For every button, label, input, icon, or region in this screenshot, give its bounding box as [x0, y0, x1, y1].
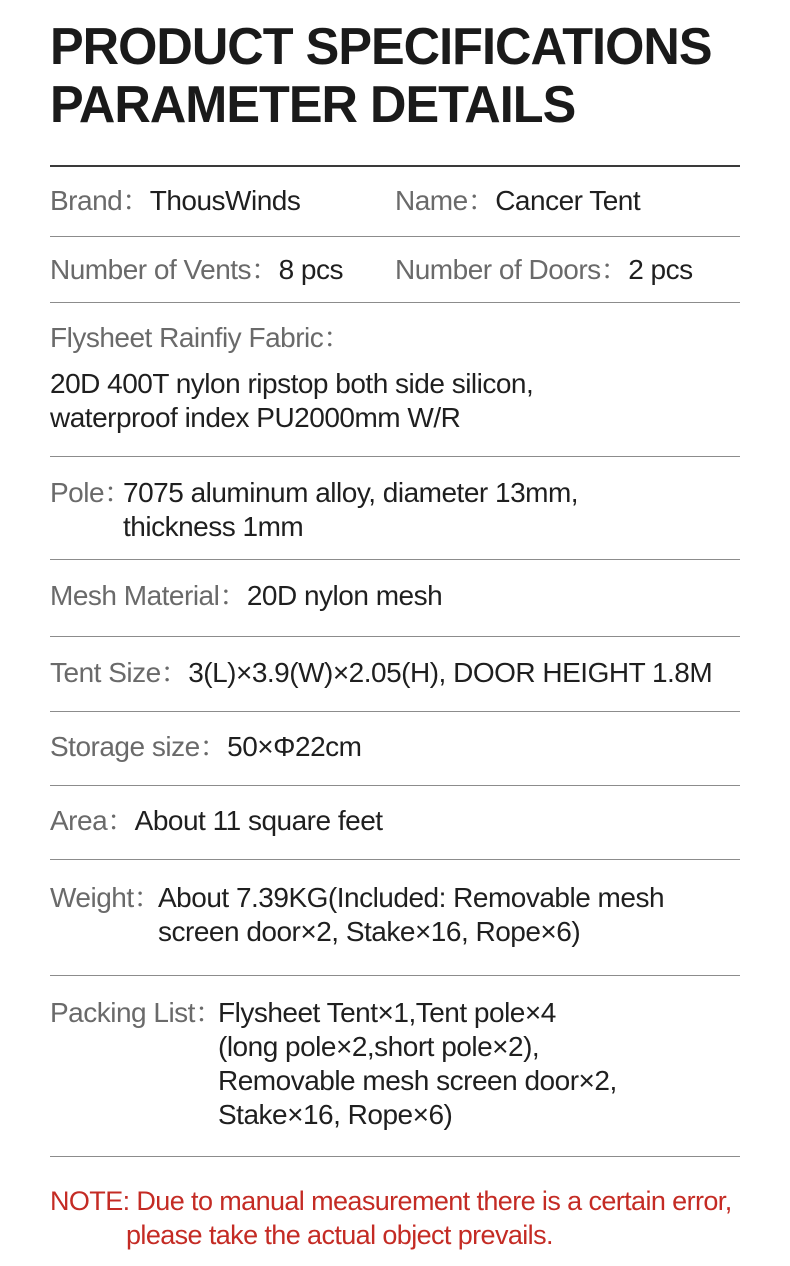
pole-label: Pole： — [50, 477, 132, 508]
spec-flysheet-label — [50, 321, 351, 355]
divider — [50, 559, 740, 560]
page-title — [50, 18, 712, 134]
spec-area — [50, 804, 383, 838]
storage-value: 50×Φ22cm — [227, 731, 362, 762]
vents-label: Number of Vents： — [50, 254, 279, 285]
measurement-note — [50, 1184, 732, 1252]
divider — [50, 636, 740, 637]
divider — [50, 302, 740, 303]
divider — [50, 236, 740, 237]
spec-vents — [50, 253, 343, 287]
spec-pole — [50, 476, 132, 510]
spec-brand — [50, 184, 300, 218]
spec-packing-value — [218, 996, 617, 1132]
divider — [50, 859, 740, 860]
flysheet-value-line2: waterproof index PU2000mm W/R — [50, 402, 461, 433]
mesh-label: Mesh Material： — [50, 580, 247, 611]
spec-flysheet-value — [50, 367, 533, 435]
spec-doors — [395, 253, 693, 287]
note-line1: NOTE: Due to manual measurement there is a certain error, — [50, 1186, 732, 1216]
packing-value-line3: Removable mesh screen door×2, — [218, 1065, 617, 1096]
area-label: Area： — [50, 805, 135, 836]
packing-value-line2: (long pole×2,short pole×2), — [218, 1031, 540, 1062]
weight-value-line2: screen door×2, Stake×16, Rope×6) — [158, 916, 581, 947]
spec-tent-size — [50, 656, 712, 690]
page-title-line1: PRODUCT SPECIFICATIONS — [50, 18, 712, 76]
divider — [50, 456, 740, 457]
packing-value-line4: Stake×16, Rope×6) — [218, 1099, 453, 1130]
area-value: About 11 square feet — [134, 805, 383, 836]
flysheet-value-line1: 20D 400T nylon ripstop both side silicon, — [50, 368, 534, 399]
brand-label: Brand： — [50, 185, 150, 216]
divider — [50, 975, 740, 976]
divider — [50, 785, 740, 786]
packing-value-line1: Flysheet Tent×1,Tent pole×4 — [218, 997, 556, 1028]
pole-value-line2: thickness 1mm — [123, 511, 304, 542]
brand-value: ThousWinds — [149, 185, 301, 216]
spec-pole-value — [123, 476, 578, 544]
divider — [50, 1156, 740, 1157]
spec-mesh — [50, 579, 442, 613]
doors-label: Number of Doors： — [395, 254, 629, 285]
name-value: Cancer Tent — [495, 185, 641, 216]
packing-label: Packing List： — [50, 997, 223, 1028]
note-line2: please take the actual object prevails. — [126, 1220, 553, 1250]
spec-name — [395, 184, 640, 218]
spec-weight-value — [158, 881, 664, 949]
spec-packing — [50, 996, 222, 1030]
tent-size-value: 3(L)×3.9(W)×2.05(H), DOOR HEIGHT 1.8M — [188, 657, 713, 688]
doors-value: 2 pcs — [628, 254, 693, 285]
weight-value-line1: About 7.39KG(Included: Removable mesh — [158, 882, 665, 913]
mesh-value: 20D nylon mesh — [246, 580, 443, 611]
spec-storage — [50, 730, 361, 764]
pole-value-line1: 7075 aluminum alloy, diameter 13mm, — [123, 477, 579, 508]
divider — [50, 711, 740, 712]
storage-label: Storage size： — [50, 731, 228, 762]
page-title-line2: PARAMETER DETAILS — [50, 76, 576, 134]
tent-size-label: Tent Size： — [50, 657, 189, 688]
vents-value: 8 pcs — [278, 254, 343, 285]
flysheet-label: Flysheet Rainfiy Fabric： — [50, 322, 351, 353]
name-label: Name： — [395, 185, 496, 216]
weight-label: Weight： — [50, 882, 162, 913]
spec-weight — [50, 881, 161, 915]
top-divider — [50, 165, 740, 167]
